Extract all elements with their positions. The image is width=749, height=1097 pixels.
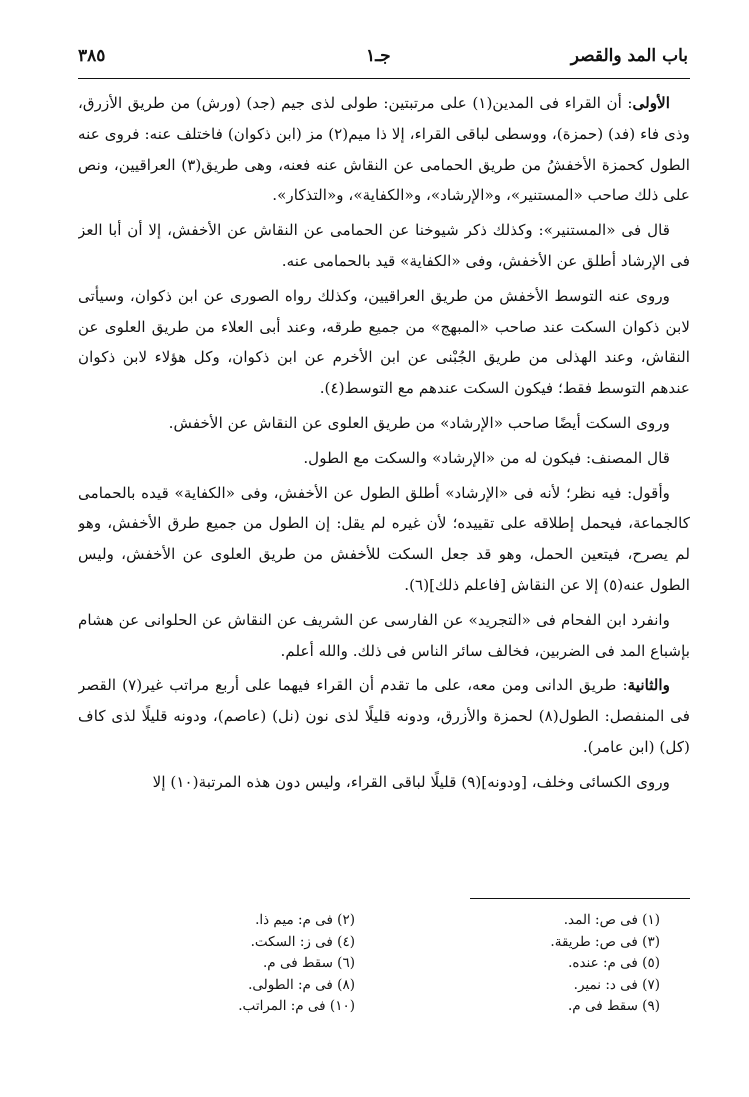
volume-label: جـ١	[366, 46, 391, 66]
paragraph-text: قال فى «المستنير»: وكذلك ذكر شيوخنا عن الحمامى عن النقاش عن الأخفش، إلا أن أبا العز فى الإرشاد أطلق عن الأخفش، وفى «الكفاية» قيد بالحمامى عنه.	[78, 221, 690, 270]
paragraph	[78, 443, 690, 474]
footnote-item: (٧) فى د: نمير.	[573, 976, 660, 993]
footnote-item: (٥) فى م: عنده.	[568, 955, 660, 971]
paragraph-text: قال المصنف: فيكون له من «الإرشاد» والسكت مع الطول.	[303, 448, 670, 467]
footnote-item: (٨) فى م: الطولى.	[248, 976, 355, 993]
main-text	[78, 88, 690, 878]
paragraph	[78, 478, 690, 601]
paragraph-text: : أن القراء فى المدين(١) على مرتبتين: طولى لذى جيم (جد) (ورش) من طريق الأزرق، وذى فاء (فد) (حمزة)، ووسطى لباقى القراء، إلا ذا ميم(٢) مز (ابن ذكوان) فاختلف عنه: فروى عنه الطول كحمزة الأخفشُ من طريق الحمامى عن النقاش عنه فعنه، وهى طريق(٣) العراقيين، ونص على ذلك صاحب «المستنير»، و«الإرشاد»، و«الكفاية»، و«التذكار».	[78, 94, 690, 205]
footnote-item: (٩) سقط فى م.	[568, 998, 660, 1014]
footnote-item: (٤) فى ز: السكت.	[250, 933, 355, 950]
footnotes	[78, 910, 688, 1050]
paragraph-text: وروى عنه التوسط الأخفش من طريق العراقيين، وكذلك رواه الصورى عن ابن ذكوان، وسيأتى لابن ذكوان السكت عند صاحب «المبهج» من جميع طرقه، وعند أبى العلاء من طريق العلوى عن النقاش، وعند الهذلى من طريق الجُبْنى عن ابن الأخرم عن ابن ذكوان، وكل هؤلاء لابن ذكوان عندهم التوسط فقط؛ فيكون السكت عندهم مع التوسط(٤).	[78, 286, 690, 398]
header-divider	[78, 78, 690, 79]
paragraph	[78, 767, 690, 798]
footnote-item: (١) فى ص: المد.	[563, 912, 660, 928]
paragraph-lead: الأولى	[632, 94, 670, 112]
paragraph-text: وانفرد ابن الفحام فى «التجريد» عن الفارسى عن الشريف عن النقاش عن الحلوانى عن هشام بإشباع المد فى الضربين، فخالف سائر الناس فى ذلك. والله أعلم.	[78, 610, 690, 660]
chapter-title: باب المد والقصر	[570, 46, 688, 66]
page-number: ٣٨٥	[78, 46, 106, 66]
paragraph-text: وروى الكسائى وخلف، [ودونه](٩) قليلًا لباقى القراء، وليس دون هذه المرتبة(١٠) إلا	[152, 772, 670, 791]
footnote-item: (٣) فى ص: طريقة.	[550, 933, 660, 950]
paragraph	[78, 408, 690, 439]
paragraph	[78, 605, 690, 667]
paragraph	[78, 215, 690, 277]
footnote-item: (١٠) فى م: المراتب.	[238, 998, 355, 1014]
footnote-item: (٦) سقط فى م.	[263, 955, 355, 971]
footnote-item: (٢) فى م: ميم ذا.	[255, 912, 355, 928]
paragraph-text: وأقول: فيه نظر؛ لأنه فى «الإرشاد» أطلق الطول عن الأخفش، وفى «الكفاية» قيده بالحمامى كالجماعة، فيحمل إطلاقه على تقييده؛ لأن غيره لم يقل: إن الطول من جميع طرق الأخفش، وهو لم يصرح، فيتعين الحمل، وهو قد جعل السكت للأخفش من طريق العلوى عن الأخفش، وليس الطول عنه(٥) إلا عن النقاش [فاعلم ذلك](٦).	[78, 483, 690, 594]
paragraph-lead: والثانية	[627, 676, 670, 695]
running-header	[78, 42, 688, 72]
paragraph	[78, 281, 690, 404]
paragraph	[78, 670, 690, 762]
paragraph-text: وروى السكت أيضًا صاحب «الإرشاد» من طريق العلوى عن النقاش عن الأخفش.	[168, 413, 670, 432]
paragraph	[78, 88, 690, 211]
footnote-divider	[470, 898, 690, 899]
paragraph-text: : طريق الدانى ومن معه، على ما تقدم أن القراء فيهما على أربع مراتب غير(٧) القصر فى المنفصل: الطول(٨) لحمزة والأزرق، ودونه قليلًا لذى نون (نل) (عاصم)، ودونه قليلًا لذى كاف (كل) (ابن عامر).	[78, 676, 690, 756]
footnote-list	[78, 910, 688, 1018]
